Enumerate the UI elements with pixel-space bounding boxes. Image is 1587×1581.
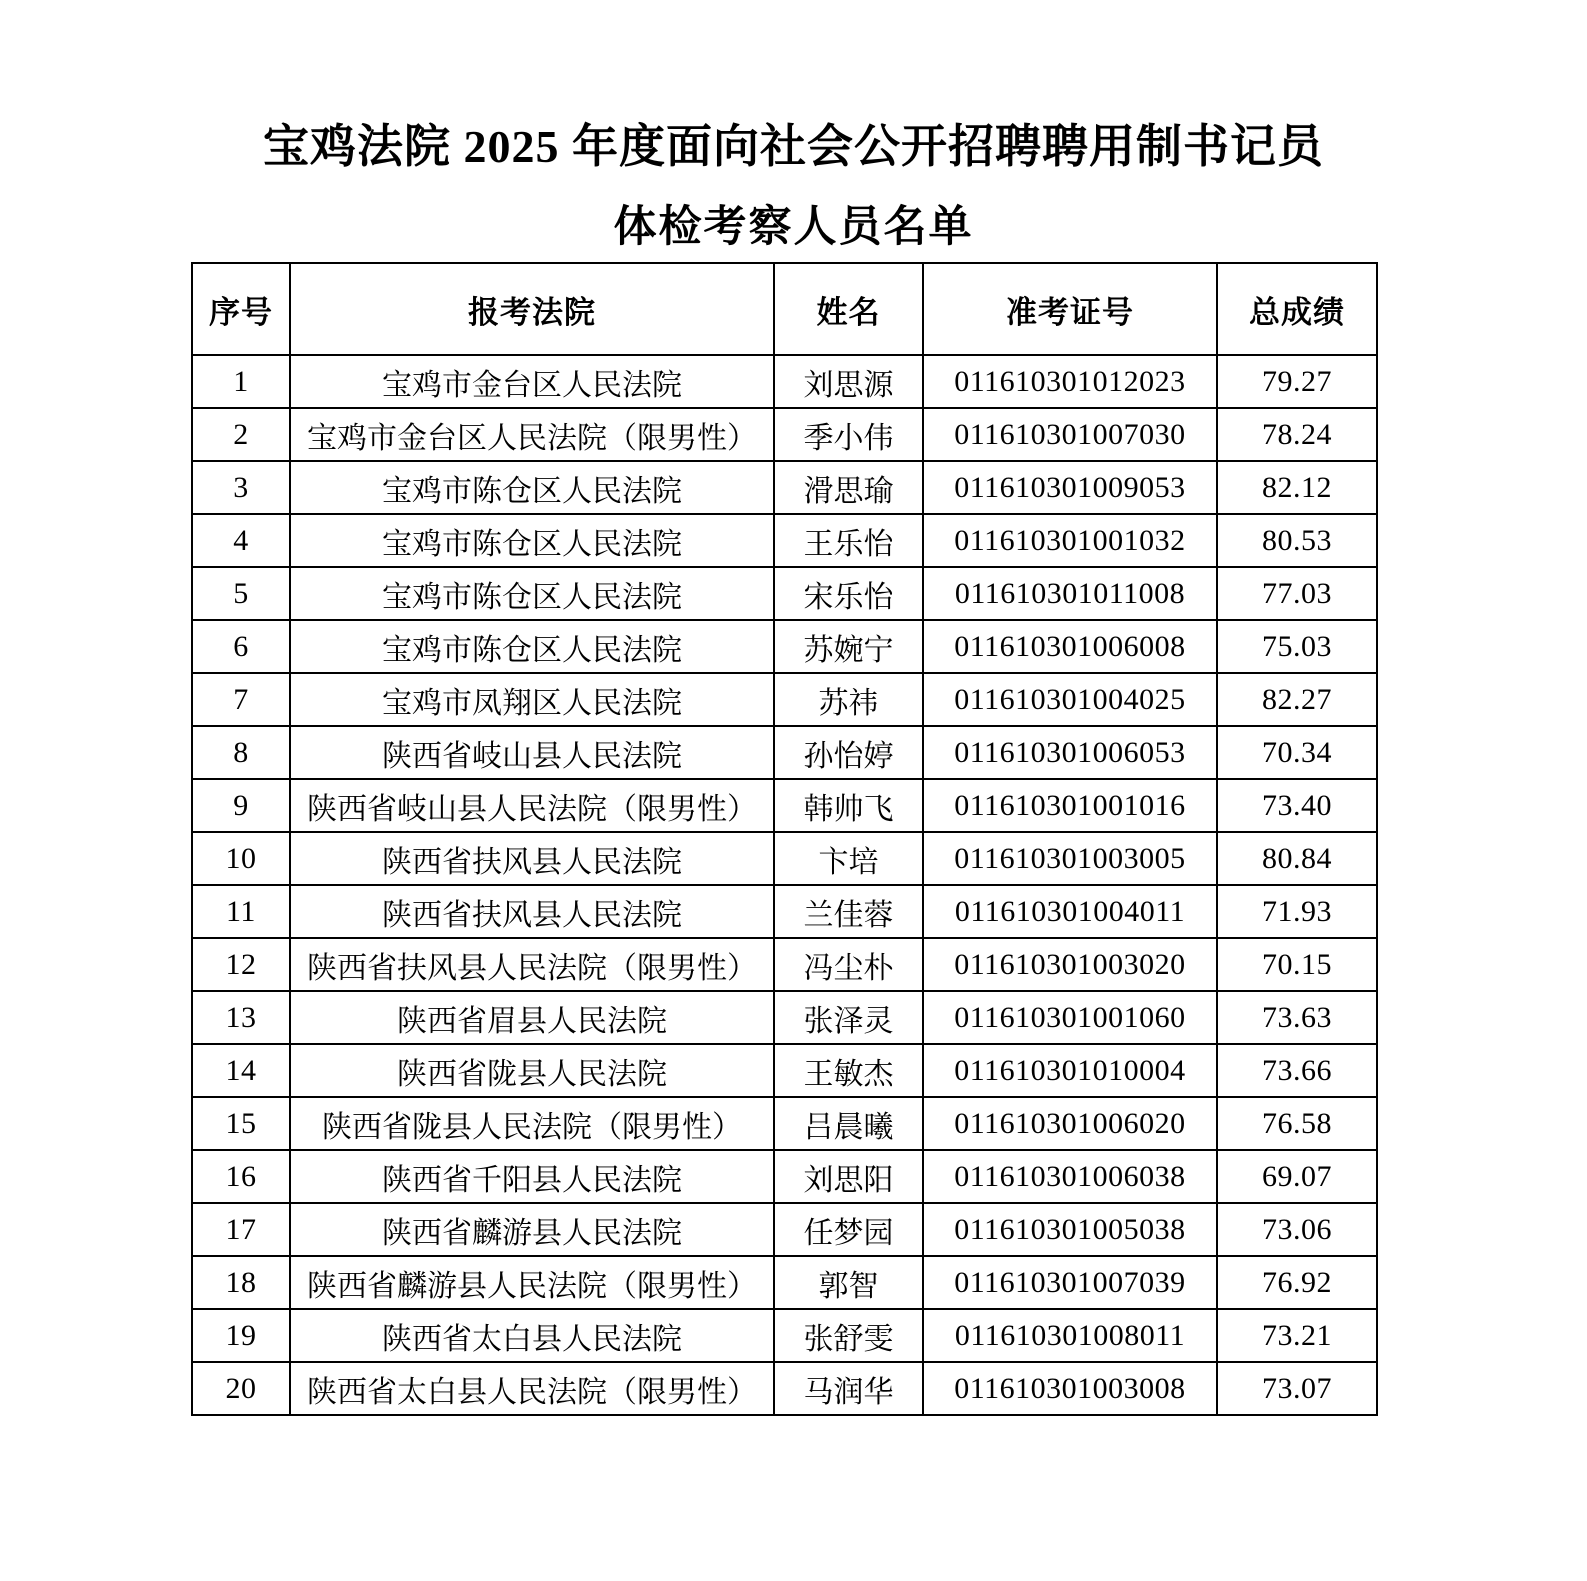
court-cell: 宝鸡市凤翔区人民法院 xyxy=(290,673,774,726)
court-cell: 陕西省麟游县人民法院 xyxy=(290,1203,774,1256)
header-row xyxy=(192,263,1377,355)
total-score-cell: 70.15 xyxy=(1217,938,1377,991)
row-number-cell: 19 xyxy=(192,1309,290,1362)
ticket-number-cell: 011610301011008 xyxy=(923,567,1217,620)
ticket-number-cell: 011610301006053 xyxy=(923,726,1217,779)
col-header-score: 总成绩 xyxy=(1217,263,1377,355)
candidate-name-cell: 苏婉宁 xyxy=(774,620,923,673)
ticket-number-cell: 011610301001032 xyxy=(923,514,1217,567)
candidate-name-cell: 王乐怡 xyxy=(774,514,923,567)
court-cell: 陕西省扶风县人民法院（限男性） xyxy=(290,938,774,991)
ticket-number-cell: 011610301012023 xyxy=(923,355,1217,408)
total-score-cell: 73.21 xyxy=(1217,1309,1377,1362)
col-header-name: 姓名 xyxy=(774,263,923,355)
court-cell: 陕西省太白县人民法院（限男性） xyxy=(290,1362,774,1415)
total-score-cell: 82.12 xyxy=(1217,461,1377,514)
row-number-cell: 2 xyxy=(192,408,290,461)
table-row xyxy=(192,885,1377,938)
row-number-cell: 1 xyxy=(192,355,290,408)
candidate-name-cell: 张泽灵 xyxy=(774,991,923,1044)
court-cell: 宝鸡市陈仓区人民法院 xyxy=(290,620,774,673)
ticket-number-cell: 011610301005038 xyxy=(923,1203,1217,1256)
total-score-cell: 73.07 xyxy=(1217,1362,1377,1415)
total-score-cell: 79.27 xyxy=(1217,355,1377,408)
row-number-cell: 6 xyxy=(192,620,290,673)
table-row xyxy=(192,514,1377,567)
row-number-cell: 4 xyxy=(192,514,290,567)
total-score-cell: 80.53 xyxy=(1217,514,1377,567)
ticket-number-cell: 011610301004025 xyxy=(923,673,1217,726)
table-row xyxy=(192,1150,1377,1203)
table-row xyxy=(192,1203,1377,1256)
court-cell: 陕西省千阳县人民法院 xyxy=(290,1150,774,1203)
table-row xyxy=(192,779,1377,832)
total-score-cell: 73.40 xyxy=(1217,779,1377,832)
row-number-cell: 18 xyxy=(192,1256,290,1309)
table-row xyxy=(192,938,1377,991)
ticket-number-cell: 011610301009053 xyxy=(923,461,1217,514)
candidate-name-cell: 季小伟 xyxy=(774,408,923,461)
row-number-cell: 13 xyxy=(192,991,290,1044)
ticket-number-cell: 011610301007039 xyxy=(923,1256,1217,1309)
table-row xyxy=(192,355,1377,408)
ticket-number-cell: 011610301008011 xyxy=(923,1309,1217,1362)
candidate-name-cell: 兰佳蓉 xyxy=(774,885,923,938)
total-score-cell: 76.58 xyxy=(1217,1097,1377,1150)
candidate-name-cell: 冯尘朴 xyxy=(774,938,923,991)
table-row xyxy=(192,832,1377,885)
table-row xyxy=(192,620,1377,673)
row-number-cell: 3 xyxy=(192,461,290,514)
court-cell: 宝鸡市金台区人民法院（限男性） xyxy=(290,408,774,461)
candidate-name-cell: 郭智 xyxy=(774,1256,923,1309)
row-number-cell: 20 xyxy=(192,1362,290,1415)
row-number-cell: 15 xyxy=(192,1097,290,1150)
table-row xyxy=(192,567,1377,620)
col-header-no: 序号 xyxy=(192,263,290,355)
court-cell: 宝鸡市陈仓区人民法院 xyxy=(290,567,774,620)
total-score-cell: 69.07 xyxy=(1217,1150,1377,1203)
roster-table-body xyxy=(192,355,1377,1415)
total-score-cell: 70.34 xyxy=(1217,726,1377,779)
candidate-name-cell: 苏祎 xyxy=(774,673,923,726)
candidate-name-cell: 任梦园 xyxy=(774,1203,923,1256)
ticket-number-cell: 011610301003005 xyxy=(923,832,1217,885)
court-cell: 陕西省扶风县人民法院 xyxy=(290,832,774,885)
document-title-line2: 体检考察人员名单 xyxy=(613,204,974,251)
ticket-number-cell: 011610301006038 xyxy=(923,1150,1217,1203)
table-row xyxy=(192,1097,1377,1150)
candidate-name-cell: 韩帅飞 xyxy=(774,779,923,832)
total-score-cell: 71.93 xyxy=(1217,885,1377,938)
ticket-number-cell: 011610301001016 xyxy=(923,779,1217,832)
roster-table-header xyxy=(192,263,1377,355)
candidate-name-cell: 王敏杰 xyxy=(774,1044,923,1097)
court-cell: 陕西省扶风县人民法院 xyxy=(290,885,774,938)
row-number-cell: 5 xyxy=(192,567,290,620)
ticket-number-cell: 011610301004011 xyxy=(923,885,1217,938)
total-score-cell: 78.24 xyxy=(1217,408,1377,461)
ticket-number-cell: 011610301006008 xyxy=(923,620,1217,673)
table-row xyxy=(192,461,1377,514)
row-number-cell: 7 xyxy=(192,673,290,726)
court-cell: 陕西省陇县人民法院（限男性） xyxy=(290,1097,774,1150)
total-score-cell: 82.27 xyxy=(1217,673,1377,726)
table-row xyxy=(192,991,1377,1044)
court-cell: 宝鸡市金台区人民法院 xyxy=(290,355,774,408)
ticket-number-cell: 011610301003020 xyxy=(923,938,1217,991)
col-header-court: 报考法院 xyxy=(290,263,774,355)
court-cell: 陕西省太白县人民法院 xyxy=(290,1309,774,1362)
roster-table xyxy=(191,262,1378,1416)
court-cell: 宝鸡市陈仓区人民法院 xyxy=(290,514,774,567)
court-cell: 陕西省岐山县人民法院（限男性） xyxy=(290,779,774,832)
ticket-number-cell: 011610301001060 xyxy=(923,991,1217,1044)
ticket-number-cell: 011610301010004 xyxy=(923,1044,1217,1097)
candidate-name-cell: 卞培 xyxy=(774,832,923,885)
candidate-name-cell: 刘思源 xyxy=(774,355,923,408)
candidate-name-cell: 宋乐怡 xyxy=(774,567,923,620)
row-number-cell: 16 xyxy=(192,1150,290,1203)
candidate-name-cell: 孙怡婷 xyxy=(774,726,923,779)
row-number-cell: 9 xyxy=(192,779,290,832)
col-header-ticket: 准考证号 xyxy=(923,263,1217,355)
candidate-name-cell: 张舒雯 xyxy=(774,1309,923,1362)
row-number-cell: 8 xyxy=(192,726,290,779)
table-row xyxy=(192,1044,1377,1097)
ticket-number-cell: 011610301003008 xyxy=(923,1362,1217,1415)
table-row xyxy=(192,726,1377,779)
total-score-cell: 80.84 xyxy=(1217,832,1377,885)
candidate-name-cell: 吕晨曦 xyxy=(774,1097,923,1150)
court-cell: 陕西省麟游县人民法院（限男性） xyxy=(290,1256,774,1309)
total-score-cell: 77.03 xyxy=(1217,567,1377,620)
court-cell: 陕西省陇县人民法院 xyxy=(290,1044,774,1097)
table-row xyxy=(192,1362,1377,1415)
row-number-cell: 14 xyxy=(192,1044,290,1097)
total-score-cell: 75.03 xyxy=(1217,620,1377,673)
court-cell: 宝鸡市陈仓区人民法院 xyxy=(290,461,774,514)
total-score-cell: 76.92 xyxy=(1217,1256,1377,1309)
row-number-cell: 12 xyxy=(192,938,290,991)
ticket-number-cell: 011610301007030 xyxy=(923,408,1217,461)
court-cell: 陕西省岐山县人民法院 xyxy=(290,726,774,779)
document-title-line1: 宝鸡法院 2025 年度面向社会公开招聘聘用制书记员 xyxy=(263,121,1324,172)
candidate-name-cell: 滑思瑜 xyxy=(774,461,923,514)
table-row xyxy=(192,673,1377,726)
candidate-name-cell: 马润华 xyxy=(774,1362,923,1415)
table-row xyxy=(192,408,1377,461)
ticket-number-cell: 011610301006020 xyxy=(923,1097,1217,1150)
row-number-cell: 17 xyxy=(192,1203,290,1256)
candidate-name-cell: 刘思阳 xyxy=(774,1150,923,1203)
total-score-cell: 73.66 xyxy=(1217,1044,1377,1097)
table-row xyxy=(192,1256,1377,1309)
total-score-cell: 73.06 xyxy=(1217,1203,1377,1256)
table-row xyxy=(192,1309,1377,1362)
total-score-cell: 73.63 xyxy=(1217,991,1377,1044)
court-cell: 陕西省眉县人民法院 xyxy=(290,991,774,1044)
row-number-cell: 10 xyxy=(192,832,290,885)
row-number-cell: 11 xyxy=(192,885,290,938)
